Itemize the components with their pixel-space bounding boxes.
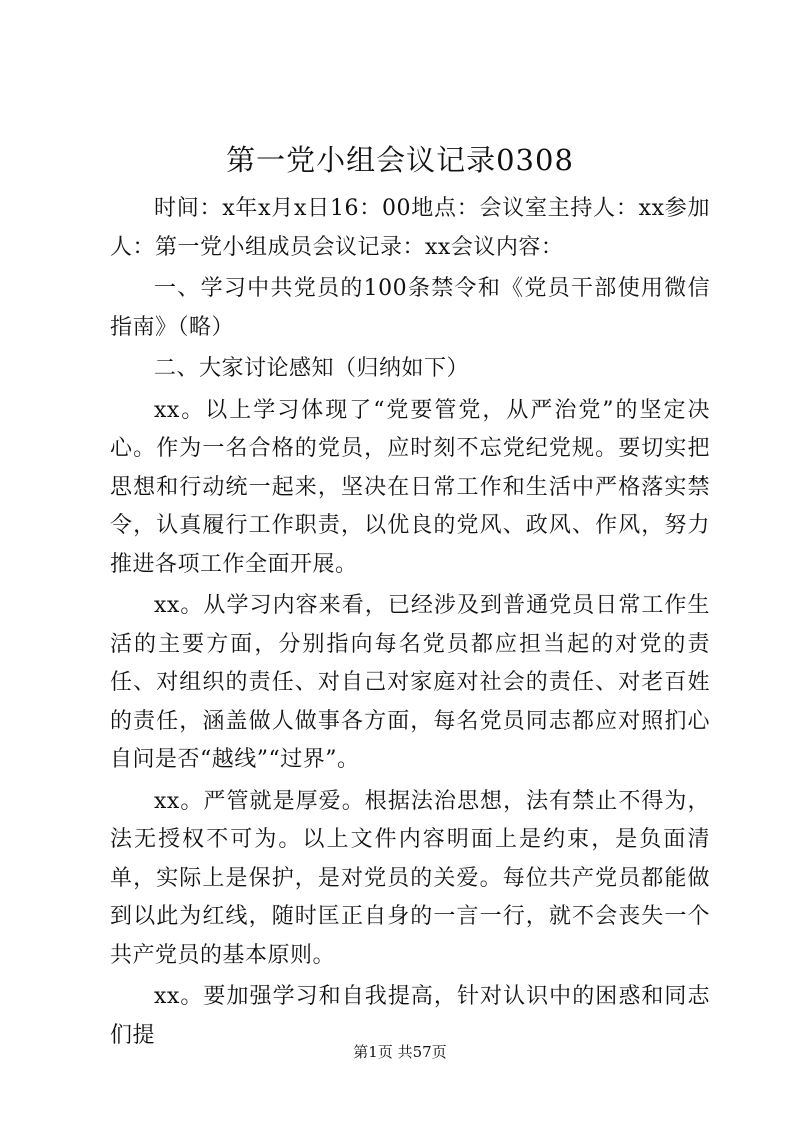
agenda-item-1: 一、学习中共党员的100条禁令和《党员干部使用微信指南》（略） (110, 276, 710, 340)
discussion-paragraph: xx。要加强学习和自我提高，针对认识中的困惑和同志们提 (110, 984, 710, 1048)
discussion-paragraph: xx。以上学习体现了“党要管党，从严治党”的坚定决心。作为一名合格的党员，应时刻不忘党纪党规。要切实把思想和行动统一起来，坚决在日常工作和生活中严格落实禁令，认真履行工作职责，以优良的党风、政风、作风，努力推进各项工作全面开展。 (110, 397, 710, 577)
document-body (110, 190, 710, 1058)
discussion-paragraph: xx。从学习内容来看，已经涉及到普通党员日常工作生活的主要方面，分别指向每名党员都应担当起的对党的责任、对组织的责任、对自己对家庭对社会的责任、对老百姓的责任，涵盖做人做事各方面，每名党员同志都应对照扪心自问是否“越线”“过界”。 (110, 593, 710, 772)
document-title: 第一党小组会议记录0308 (226, 143, 574, 177)
meeting-info-paragraph: 时间：x年x月x日16：00地点：会议室主持人：xx参加人：第一党小组成员会议记录：xx会议内容： (110, 196, 710, 260)
agenda-item-2: 二、大家讨论感知（归纳如下） (154, 356, 470, 381)
page-number-footer: 第1页 共57页 (353, 1043, 447, 1061)
discussion-paragraph: xx。严管就是厚爱。根据法治思想，法有禁止不得为，法无授权不可为。以上文件内容明面上是约束，是负面清单，实际上是保护，是对党员的关爱。每位共产党员都能做到以此为红线，随时匡正自身的一言一行，就不会丧失一个共产党员的基本原则。 (110, 788, 710, 968)
